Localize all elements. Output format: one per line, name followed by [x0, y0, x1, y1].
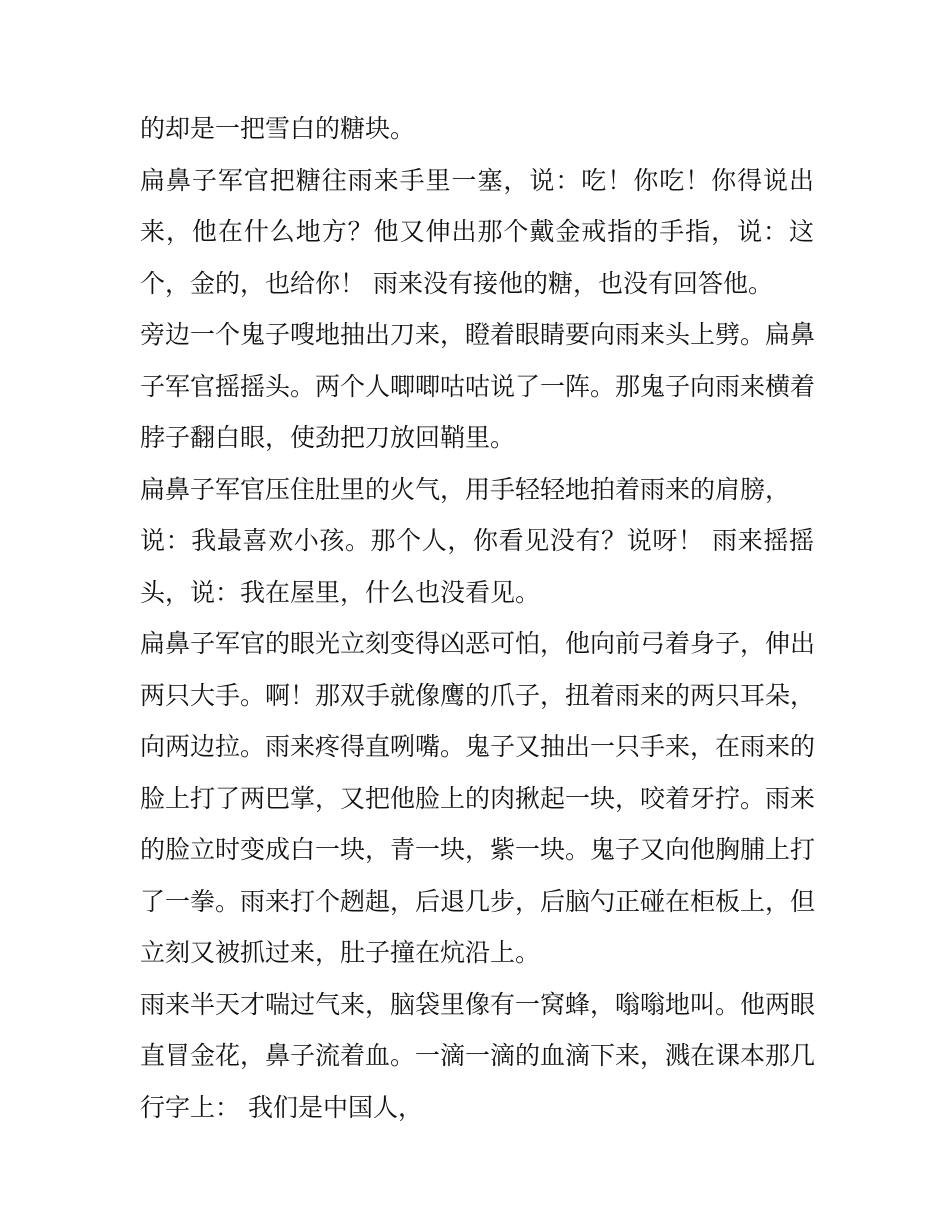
document-body [140, 103, 814, 1133]
text-line: 扁鼻子军官压住肚里的火气，用手轻轻地拍着雨来的肩膀， [140, 474, 791, 504]
text-line: 个，金的，也给你！ 雨来没有接他的糖，也没有回答他。 [140, 268, 773, 298]
text-line: 说：我最喜欢小孩。那个人，你看见没有？说呀！ 雨来摇摇 [140, 526, 814, 555]
text-line: 的脸立时变成白一块，青一块，紫一块。鬼子又向他胸脯上打 [140, 835, 816, 864]
text-line: 了一拳。雨来打个趔趄，后退几步，后脑勺正碰在柜板上，但 [140, 886, 816, 916]
text-line: 两只大手。啊！那双手就像鹰的爪子，扭着雨来的两只耳朵， [140, 680, 816, 710]
text-line: 头，说：我在屋里，什么也没看见。 [140, 577, 541, 607]
text-line: 子军官摇摇头。两个人唧唧咕咕说了一阵。那鬼子向雨来横着 [140, 371, 816, 401]
text-line: 直冒金花，鼻子流着血。一滴一滴的血滴下来，溅在课本那几 [140, 1041, 816, 1070]
text-line: 脖子翻白眼，使劲把刀放回鞘里。 [140, 423, 516, 452]
text-line: 雨来半天才喘过气来，脑袋里像有一窝蜂，嗡嗡地叫。他两眼 [140, 989, 816, 1019]
text-line: 旁边一个鬼子嗖地抽出刀来，瞪着眼睛要向雨来头上劈。扁鼻 [140, 320, 816, 349]
text-line: 脸上打了两巴掌，又把他脸上的肉揪起一块，咬着牙拧。雨来 [140, 783, 816, 813]
text-line: 扁鼻子军官把糖往雨来手里一塞，说：吃！你吃！你得说出 [140, 165, 814, 195]
text-line: 立刻又被抓过来，肚子撞在炕沿上。 [140, 938, 541, 967]
text-line: 行字上： 我们是中国人， [140, 1092, 423, 1122]
text-line: 扁鼻子军官的眼光立刻变得凶恶可怕，他向前弓着身子，伸出 [140, 629, 816, 658]
text-line: 的却是一把雪白的糖块。 [140, 114, 416, 143]
text-line: 向两边拉。雨来疼得直咧嘴。鬼子又抽出一只手来，在雨来的 [140, 732, 816, 761]
text-line: 来，他在什么地方？他又伸出那个戴金戒指的手指，说：这 [140, 217, 814, 246]
